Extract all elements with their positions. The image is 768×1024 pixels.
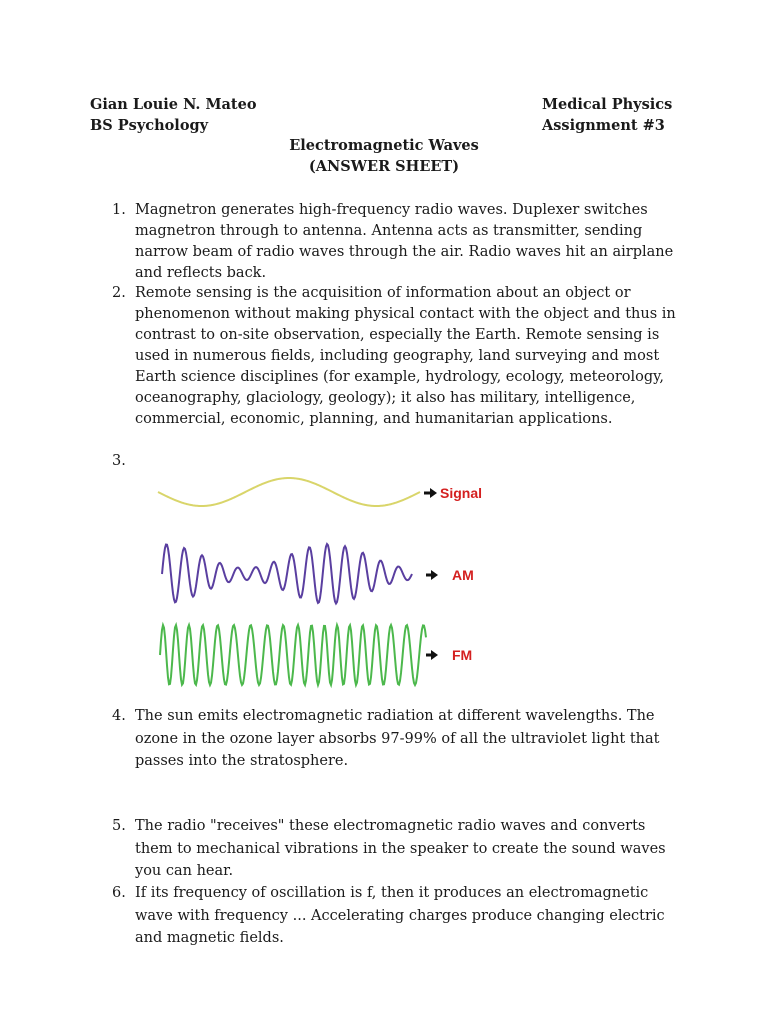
- answer-item-4: [112, 705, 682, 771]
- item-number: 6.: [112, 885, 126, 901]
- answer-item-1: [112, 200, 682, 281]
- subject-name: Medical Physics: [542, 96, 673, 113]
- student-name: Gian Louie N. Mateo: [90, 96, 257, 113]
- item-text: The radio "receives" these electromagnetic radio waves and converts them to mechanical vibrations in the speaker to create the sound waves you can hear.: [135, 818, 666, 879]
- assignment-number: Assignment #3: [542, 117, 665, 134]
- item-number: 4.: [112, 708, 126, 724]
- answer-item-2: [112, 283, 682, 433]
- item-number: 5.: [112, 818, 126, 834]
- modulation-figure: [150, 462, 500, 700]
- fm-label: FM: [452, 647, 473, 663]
- answer-item-5: [112, 815, 682, 879]
- student-course: BS Psychology: [90, 117, 209, 134]
- signal-label: Signal: [440, 485, 483, 501]
- item-number: 1.: [112, 202, 126, 218]
- item-text: If its frequency of oscillation is f, then it produces an electromagnetic wave with frequency ... Accelerating charges produce changing electric and magnetic fields.: [135, 885, 665, 946]
- document-subtitle: (ANSWER SHEET): [308, 158, 460, 175]
- answer-item-6: [112, 882, 682, 946]
- am-label: AM: [452, 567, 474, 583]
- item-text: Remote sensing is the acquisition of information about an object or phenomenon without making physical contact with the object and thus in contrast to on-site observation, especially the Earth. Remote sensing is used in numerous fields, including geography, land surveying and most Earth science disciplines (for example, hydrology, ecology, meteorology, oceanography, glaciology, geology); it also has military, intelligence, commercial, economic, planning, and humanitarian applications.: [135, 285, 676, 427]
- item-text: The sun emits electromagnetic radiation at different wavelengths. The ozone in the ozone layer absorbs 97-99% of all the ultraviolet light that passes into the stratosphere.: [135, 708, 660, 769]
- document-title: Electromagnetic Waves: [289, 137, 479, 154]
- item-number: 2.: [112, 285, 126, 301]
- item-text: Magnetron generates high-frequency radio waves. Duplexer switches magnetron through to antenna. Antenna acts as transmitter, sending narrow beam of radio waves through the air. Radio waves hit an airplane and reflects back.: [135, 202, 674, 281]
- item-number: 3.: [112, 453, 126, 469]
